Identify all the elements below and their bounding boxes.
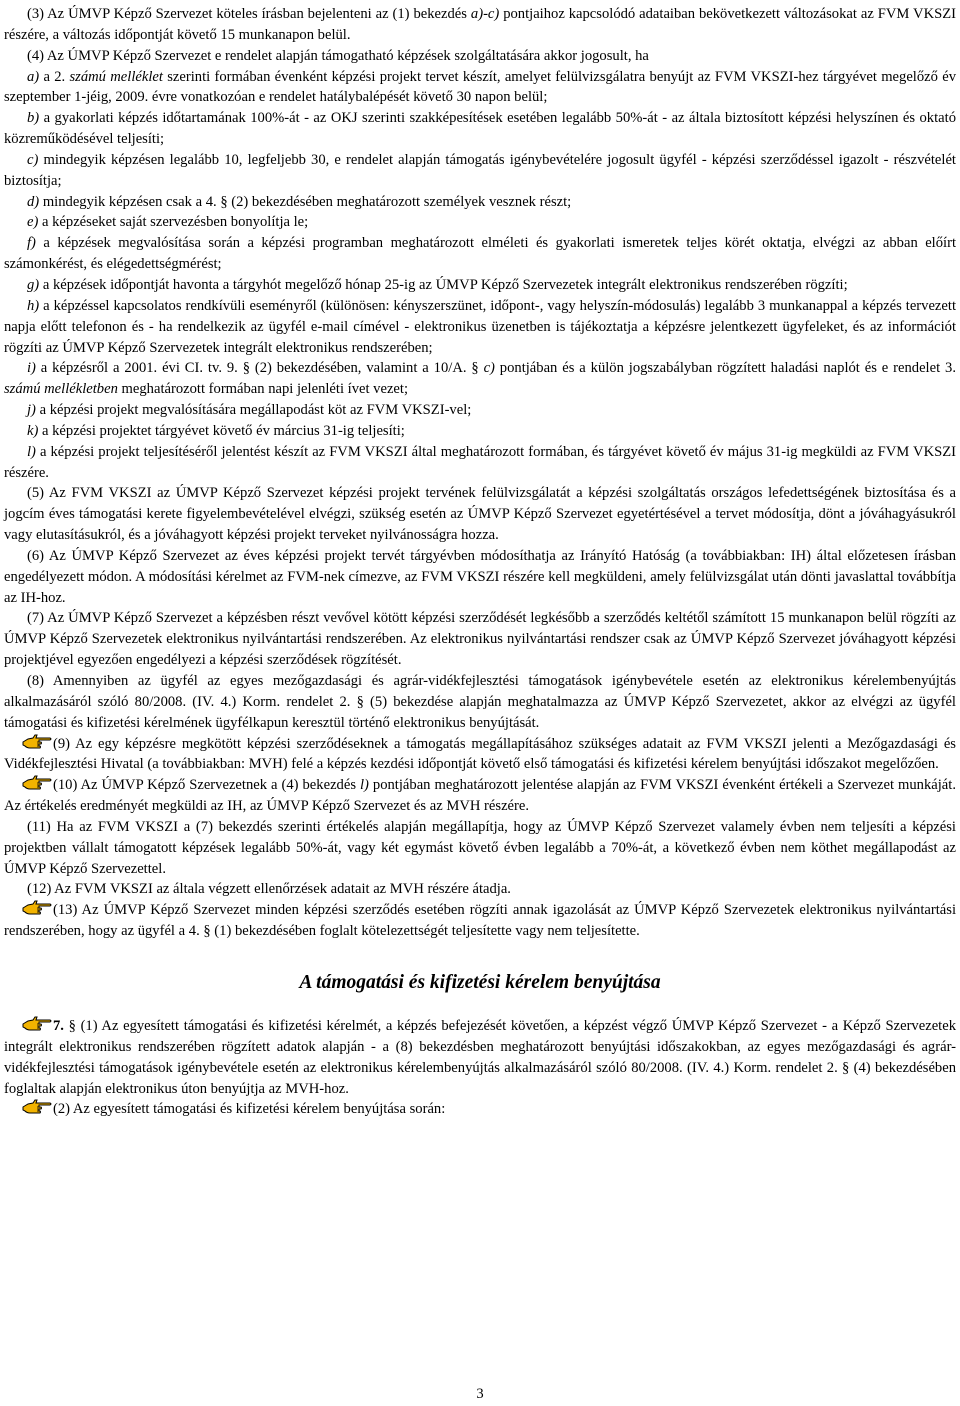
section-7-paragraph-1: 7. § (1) Az egyesített támogatási és kifizetési kérelmét, a képzés befejezését követően, a képzést végző ÚMVP Képző Szervezet - a Képző Szervezetek integrált elektronikus rendszerében rögzített adatok alapján - a (8) bekezdésben meghatározott benyújtási időszakokban, az egyes mezőgazdasági és agrár-vidékfejlesztési támogatások igénybevétele esetén az elektronikus kérelembenyújtás alkalmazásáról szóló 80/2008. (IV. 4.) Korm. rendelet 2. § (4) bekezdésében foglaltak alapján elektronikus úton benyújtja az MVH-hoz. xyxy=(4,1017,956,1097)
item-e: e) a képzéseket saját szervezésben bonyolítja le; xyxy=(27,214,309,231)
item-l: l) a képzési projekt teljesítéséről jelentést készít az FVM VKSZI által meghatározott formában, és tárgyévet követő év május 31-ig megküldi az FVM VKSZI részére. xyxy=(4,443,956,481)
paragraph-10: (10) Az ÚMVP Képző Szervezetnek a (4) bekezdés l) pontjában meghatározott jelentése alapján az FVM VKSZI évenként értékeli a Szervezet munkáját. Az értékelés eredményét megküldi az IH, az ÚMVP Képző Szervezet és az MVH részére. xyxy=(4,777,956,815)
pointing-hand-icon xyxy=(22,1099,52,1116)
item-j: j) a képzési projekt megvalósítására megállapodást köt az FVM VKSZI-vel; xyxy=(27,402,472,419)
item-b: b) a gyakorlati képzés időtartamának 100%-át - az OKJ szerinti szakképesítések esetében legalább 50%-át - az általa biztosított képzési helyszínen és oktató közreműködésével teljesíti; xyxy=(4,110,956,148)
pointing-hand-icon xyxy=(22,734,52,751)
document-page xyxy=(4,4,956,1120)
item-d: d) mindegyik képzésen csak a 4. § (2) bekezdésében meghatározott személyek vesznek részt; xyxy=(27,193,572,210)
paragraph-4: (4) Az ÚMVP Képző Szervezet e rendelet alapján támogatható képzések szolgáltatására akkor jogosult, ha xyxy=(27,47,649,64)
item-k: k) a képzési projektet tárgyévet követő év március 31-ig teljesíti; xyxy=(27,422,405,439)
paragraph-5: (5) Az FVM VKSZI az ÚMVP Képző Szervezet képzési projekt tervének felülvizsgálatát a képzési szolgáltatás országos lefedettségének biztosítása és a jogcím éves támogatási kerete figyelembevételével elvégzi, szükség esetén az ÚMVP Képző Szervezet egyetértésével a tervet módosítja, dönt a jóváhagyásukról vagy elutasításukról, és a jóváhagyott képzési projekt terveket nyilvánosságra hozza. xyxy=(4,485,956,544)
section-number: 7. xyxy=(53,1017,64,1034)
paragraph-6: (6) Az ÚMVP Képző Szervezet az éves képzési projekt tervét tárgyévben módosíthatja az Irányító Hatóság (a továbbiakban: IH) által előzetesen írásban engedélyezett módon. A módosítási kérelmet az FVM-nek címezve, az FVM VKSZI részére kell megküldeni, amely felülvizsgálat után dönti javaslattal továbbítja az IH-hoz. xyxy=(4,547,956,606)
paragraph-8: (8) Amennyiben az ügyfél az egyes mezőgazdasági és agrár-vidékfejlesztési támogatások igénybevétele esetén az elektronikus kérelembenyújtás alkalmazásáról szóló 80/2008. (IV. 4.) Korm. rendelet 2. § (5) bekezdése alapján meghatalmazza az ÚMVP Képző Szervezetet, akkor az elvégzi az ügyfél támogatási és kifizetési kérelmének ügyfélkapun keresztül történő elektronikus benyújtását. xyxy=(4,673,956,731)
item-a: a) a 2. számú melléklet szerinti formában évenként képzési projekt tervet készít, amelyet felülvizsgálatra benyújt az FVM VKSZI-hez tárgyévet megelőző év szeptember 1-jéig, 2009. évre vonatkozóan e rendelet hatálybalépését követő 30 napon belül; xyxy=(4,68,956,106)
section-heading: A támogatási és kifizetési kérelem benyújtása xyxy=(299,971,661,993)
paragraph-11: (11) Ha az FVM VKSZI a (7) bekezdés szerinti értékelés alapján megállapítja, hogy az ÚMVP Képző Szervezet valamely évben nem teljesíti a képzési projektben vállalt támogatott képzések legalább 50%-át, vagy két egymást követő évben legalább a 70%-át, a következő évben nem köthet megállapodást az ÚMVP Képző Szervezettel. xyxy=(4,818,956,877)
page-number: 3 xyxy=(476,1386,484,1402)
item-c: c) mindegyik képzésen legalább 10, legfeljebb 30, e rendelet alapján támogatás igénybevételére jogosult ügyfél - képzési szerződéssel igazolt - részvételét biztosítja; xyxy=(4,151,956,189)
paragraph-9: (9) Az egy képzésre megkötött képzési szerződéseknek a támogatás megállapításához szükséges adatait az FVM VKSZI jelenti a Mezőgazdasági és Vidékfejlesztési Hivatal (a továbbiakban: MVH) felé a képzés kezdési időpontját követő első támogatási és kifizetési kérelem benyújtási időszakot megelőzően. xyxy=(4,735,956,773)
item-h: h) a képzéssel kapcsolatos rendkívüli eseményről (különösen: kényszerszünet, időpont-, vagy helyszín-módosulás) legalább 3 munkanappal a képzés tervezett napja előtt telefonon és - ha rendelkezik az ügyfél e-mail címével - elektronikus üzenetben is tájékoztatja a képzésre jelentkezett ügyfeleket, és az információt rögzíti az ÚMVP Képző Szervezetek integrált elektronikus rendszerében; xyxy=(4,297,956,356)
item-g: g) a képzések időpontját havonta a tárgyhót megelőző hónap 25-ig az ÚMVP Képző Szervezetek integrált elektronikus rendszerében rögzíti; xyxy=(27,276,848,293)
item-i: i) a képzésről a 2001. évi CI. tv. 9. § (2) bekezdésében, valamint a 10/A. § c) pontjában és a külön jogszabályban rögzített haladási naplót és e rendelet 3. számú mellékletben meghatározott formában napi jelenléti ívet vezet; xyxy=(4,360,956,398)
pointing-hand-icon xyxy=(22,900,52,917)
paragraph-3: (3) Az ÚMVP Képző Szervezet köteles írásban bejelenteni az (1) bekezdés a)-c) pontjaihoz kapcsolódó adataiban bekövetkezett változásokat az FVM VKSZI részére, a változás időpontját követő 15 munkanapon belül. xyxy=(4,6,956,43)
section-7-paragraph-2: (2) Az egyesített támogatási és kifizetési kérelem benyújtása során: xyxy=(4,1099,956,1120)
paragraph-13: (13) Az ÚMVP Képző Szervezet minden képzési szerződés esetében rögzíti annak igazolását az ÚMVP Képző Szervezetek elektronikus nyilvántartási rendszerében, hogy az ügyfél a 4. § (1) bekezdésében foglalt kötelezettségét teljesítette vagy nem teljesítette. xyxy=(4,902,956,940)
pointing-hand-icon xyxy=(22,775,52,792)
pointing-hand-icon xyxy=(22,1016,52,1033)
item-f: f) a képzések megvalósítása során a képzési programban meghatározott elméleti és gyakorlati ismeretek teljes körét oktatja, elvégzi az abban előírt számonkérést, és elégedettségmérést; xyxy=(4,235,956,273)
paragraph-7: (7) Az ÚMVP Képző Szervezet a képzésben részt vevővel kötött képzési szerződését legkésőbb a szerződés keltétől számított 15 munkanapon belül rögzíti az ÚMVP Képző Szervezetek elektronikus nyilvántartási rendszerében. Az elektronikus nyilvántartási rendszer csak az ÚMVP Képző Szervezet jóváhagyott képzési projektjével egyezően engedélyezi a képzési szerződések rögzítését. xyxy=(4,610,956,669)
paragraph-12: (12) Az FVM VKSZI az általa végzett ellenőrzések adatait az MVH részére átadja. xyxy=(27,881,511,898)
